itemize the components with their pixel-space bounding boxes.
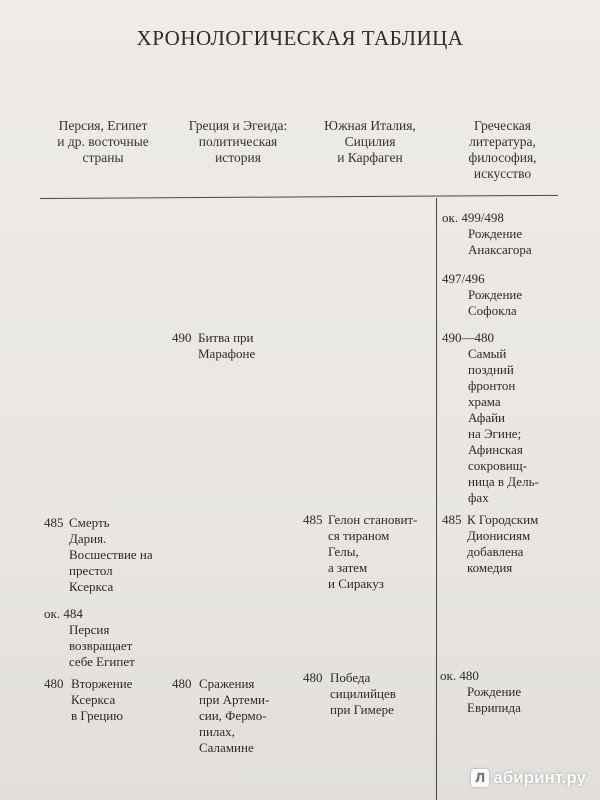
entry-year: 485	[44, 515, 64, 530]
entry-text: Рождение Софокла	[468, 287, 523, 318]
entry-text: Гелон становит- ся тираном Гелы, а затем и Сиракуз	[328, 512, 418, 591]
watermark	[471, 768, 586, 788]
column-header-greece: Греция и Эгеида: политическая история	[188, 118, 288, 165]
column-header-persia: Персия, Египет и др. восточные страны	[57, 118, 149, 165]
watermark-text: абиринт.ру	[493, 768, 586, 787]
chronology-entry	[440, 668, 580, 723]
entry-text: Вторжение Ксеркса в Грецию	[71, 676, 133, 723]
entry-year: ок. 480	[440, 668, 479, 683]
entry-text: Сражения при Артеми- сии, Фермо- пилах, Саламине	[199, 676, 270, 755]
entry-year: 480	[44, 676, 64, 691]
entry-year: ок. 499/498	[442, 210, 504, 225]
entry-text: Рождение Анаксагора	[468, 226, 532, 257]
page-title: ХРОНОЛОГИЧЕСКАЯ ТАБЛИЦА	[136, 26, 464, 50]
chronology-entry	[442, 330, 582, 505]
entry-year: 497/496	[442, 271, 485, 286]
chronology-entry	[442, 271, 572, 319]
entry-text: Персия возвращает себе Египет	[69, 622, 135, 669]
chronology-entry	[172, 330, 302, 370]
column-header-south-italy: Южная Италия, Сицилия и Карфаген	[324, 118, 416, 165]
chronology-entry	[442, 210, 572, 257]
entry-year: 485	[442, 512, 462, 527]
chronology-entry	[44, 515, 174, 600]
entry-year: ок. 484	[44, 606, 83, 621]
column-header-literature: Греческая литература, философия, искусство	[468, 118, 537, 181]
entry-text: Рождение Еврипида	[467, 684, 522, 715]
entry-text: Самый поздний фронтон храма Афайи на Эгине; Афинская сокровищ- ница в Дель- фах	[468, 346, 539, 505]
entry-text: К Городским Дионисиям добавлена комедия	[467, 512, 539, 575]
chronology-entry	[303, 670, 435, 725]
chronology-entry	[44, 606, 174, 669]
entry-year: 490—480	[442, 330, 494, 345]
entry-year: 480	[303, 670, 323, 685]
entry-year: 490	[172, 330, 192, 345]
chronology-entry	[442, 512, 582, 582]
chronology-entry	[172, 676, 302, 756]
entry-text: Победа сицилийцев при Гимере	[330, 670, 396, 717]
watermark-logo-icon: Л	[471, 769, 489, 787]
chronology-entry	[303, 512, 435, 597]
entry-text: Смерть Дария. Восшествие на престол Ксеркса	[69, 515, 153, 594]
header-divider	[40, 195, 558, 199]
entry-year: 480	[172, 676, 192, 691]
entry-year: 485	[303, 512, 323, 527]
chronology-entry	[44, 676, 174, 731]
entry-text: Битва при Марафоне	[198, 330, 256, 361]
column-divider	[436, 198, 437, 800]
